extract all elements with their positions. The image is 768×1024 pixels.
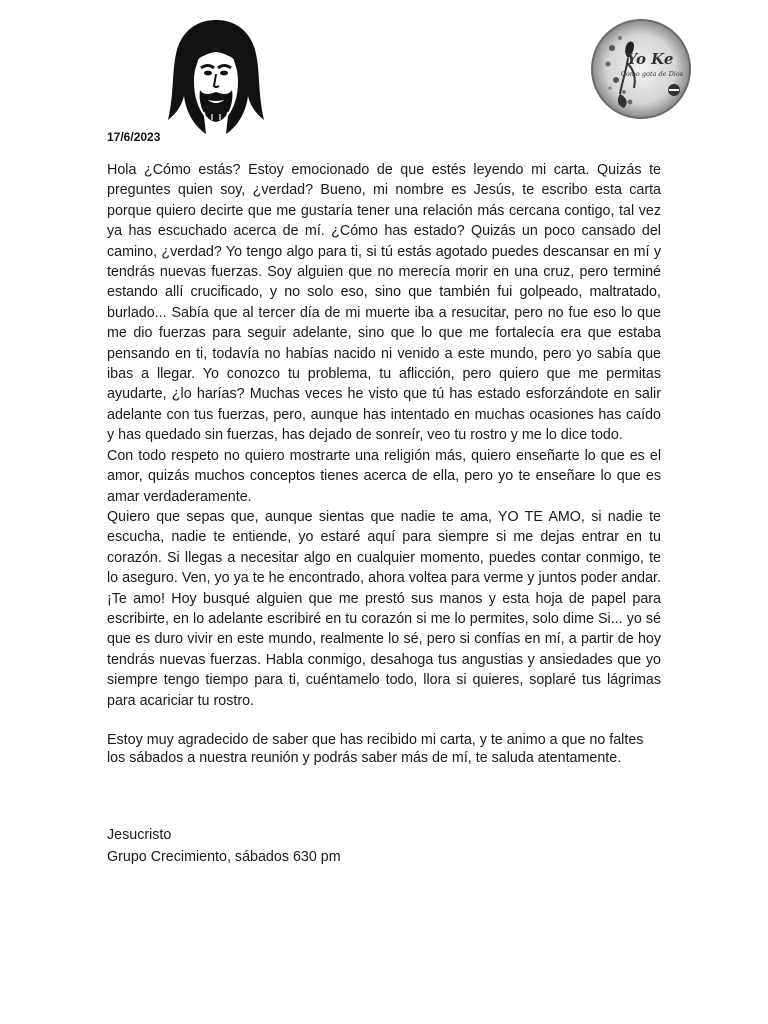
letter-date: 17/6/2023: [107, 130, 161, 144]
brand-logo-text: Yo Ke: [626, 50, 674, 68]
brand-logo: [590, 18, 692, 120]
group-schedule: Grupo Crecimiento, sábados 630 pm: [107, 849, 341, 865]
letter-closing: Estoy muy agradecido de saber que has recibido mi carta, y te animo a que no faltes los sábados a nuestra reunión y podrás saber más de mí, te saluda atentamente.: [107, 731, 644, 766]
jesus-face-logo: [164, 16, 268, 140]
letter-paragraph: Con todo respeto no quiero mostrarte una religión más, quiero enseñarte lo que es el amor, quizás muchos conceptos tienes acerca de ella, pero yo te enseñare lo que es amar verdaderamente.: [107, 447, 661, 505]
letter-paragraph: Quiero que sepas que, aunque sientas que nadie te ama, YO TE AMO, si nadie te escucha, nadie te entiende, yo estaré aquí para siempre si me dejas entrar en tu corazón. Si llegas a necesitar algo en cualquier momento, puedes contar conmigo, te lo aseguro. Ven, yo ya te he encontrado, ahora voltea para verme y juntos poder andar. ¡Te amo! Hoy busqué alguien que me prestó sus manos y esta hoja de papel para escribirte, en lo adelante escribiré en tu corazón si me lo permites, solo dime Si... yo sé que es duro vivir en este mundo, realmente lo sé, pero si confías en mí, a partir de hoy tendrás nuevas fuerzas. Habla conmigo, desahoga tus angustias y ansiedades que yo siempre tengo tiempo para ti, cuéntamelo todo, llora si quieres, soplaré tus lágrimas para acariciar tu rostro.: [107, 508, 661, 709]
signature-name: Jesucristo: [107, 827, 172, 843]
letter-body: [107, 160, 661, 767]
letter-paragraph: Hola ¿Cómo estás? Estoy emocionado de que estés leyendo mi carta. Quizás te preguntes quien soy, ¿verdad? Bueno, mi nombre es Jesús, te escribo esta carta porque quiero decirte que me gustaría tener una relación más cercana contigo, tal vez ya has escuchado acerca de mí. ¿Cómo has estado? Quizás un poco cansado del camino, ¿verdad? Yo tengo algo para ti, si tú estás agotado puedes descansar en mí y tendrás nuevas fuerzas. Soy alguien que no merecía morir en una cruz, pero terminé estando allí crucificado, y no solo eso, sino que también fui golpeado, maltratado, burlado... Sabía que al tercer día de mi muerte iba a resucitar, pero no fue eso lo que me dio fuerzas para seguir adelante, sino que lo que me fortalecía era que estaba pensando en ti, todavía no habías nacido ni venido a este mundo, pero yo sabía que ibas a llegar. Yo conozco tu problema, tu aflicción, pero quiero que me permitas ayudarte, ¿lo harías? Muchas veces he visto que tú has estado esforzándote en salir adelante con tus fuerzas, pero, aunque has intentado en muchas ocasiones has caído y has quedado sin fuerzas, has dejado de sonreír, veo tu rostro y me lo dice todo.: [107, 162, 661, 444]
brand-logo-subtext: Como gota de Dios: [620, 70, 684, 78]
signature-block: [107, 824, 341, 868]
